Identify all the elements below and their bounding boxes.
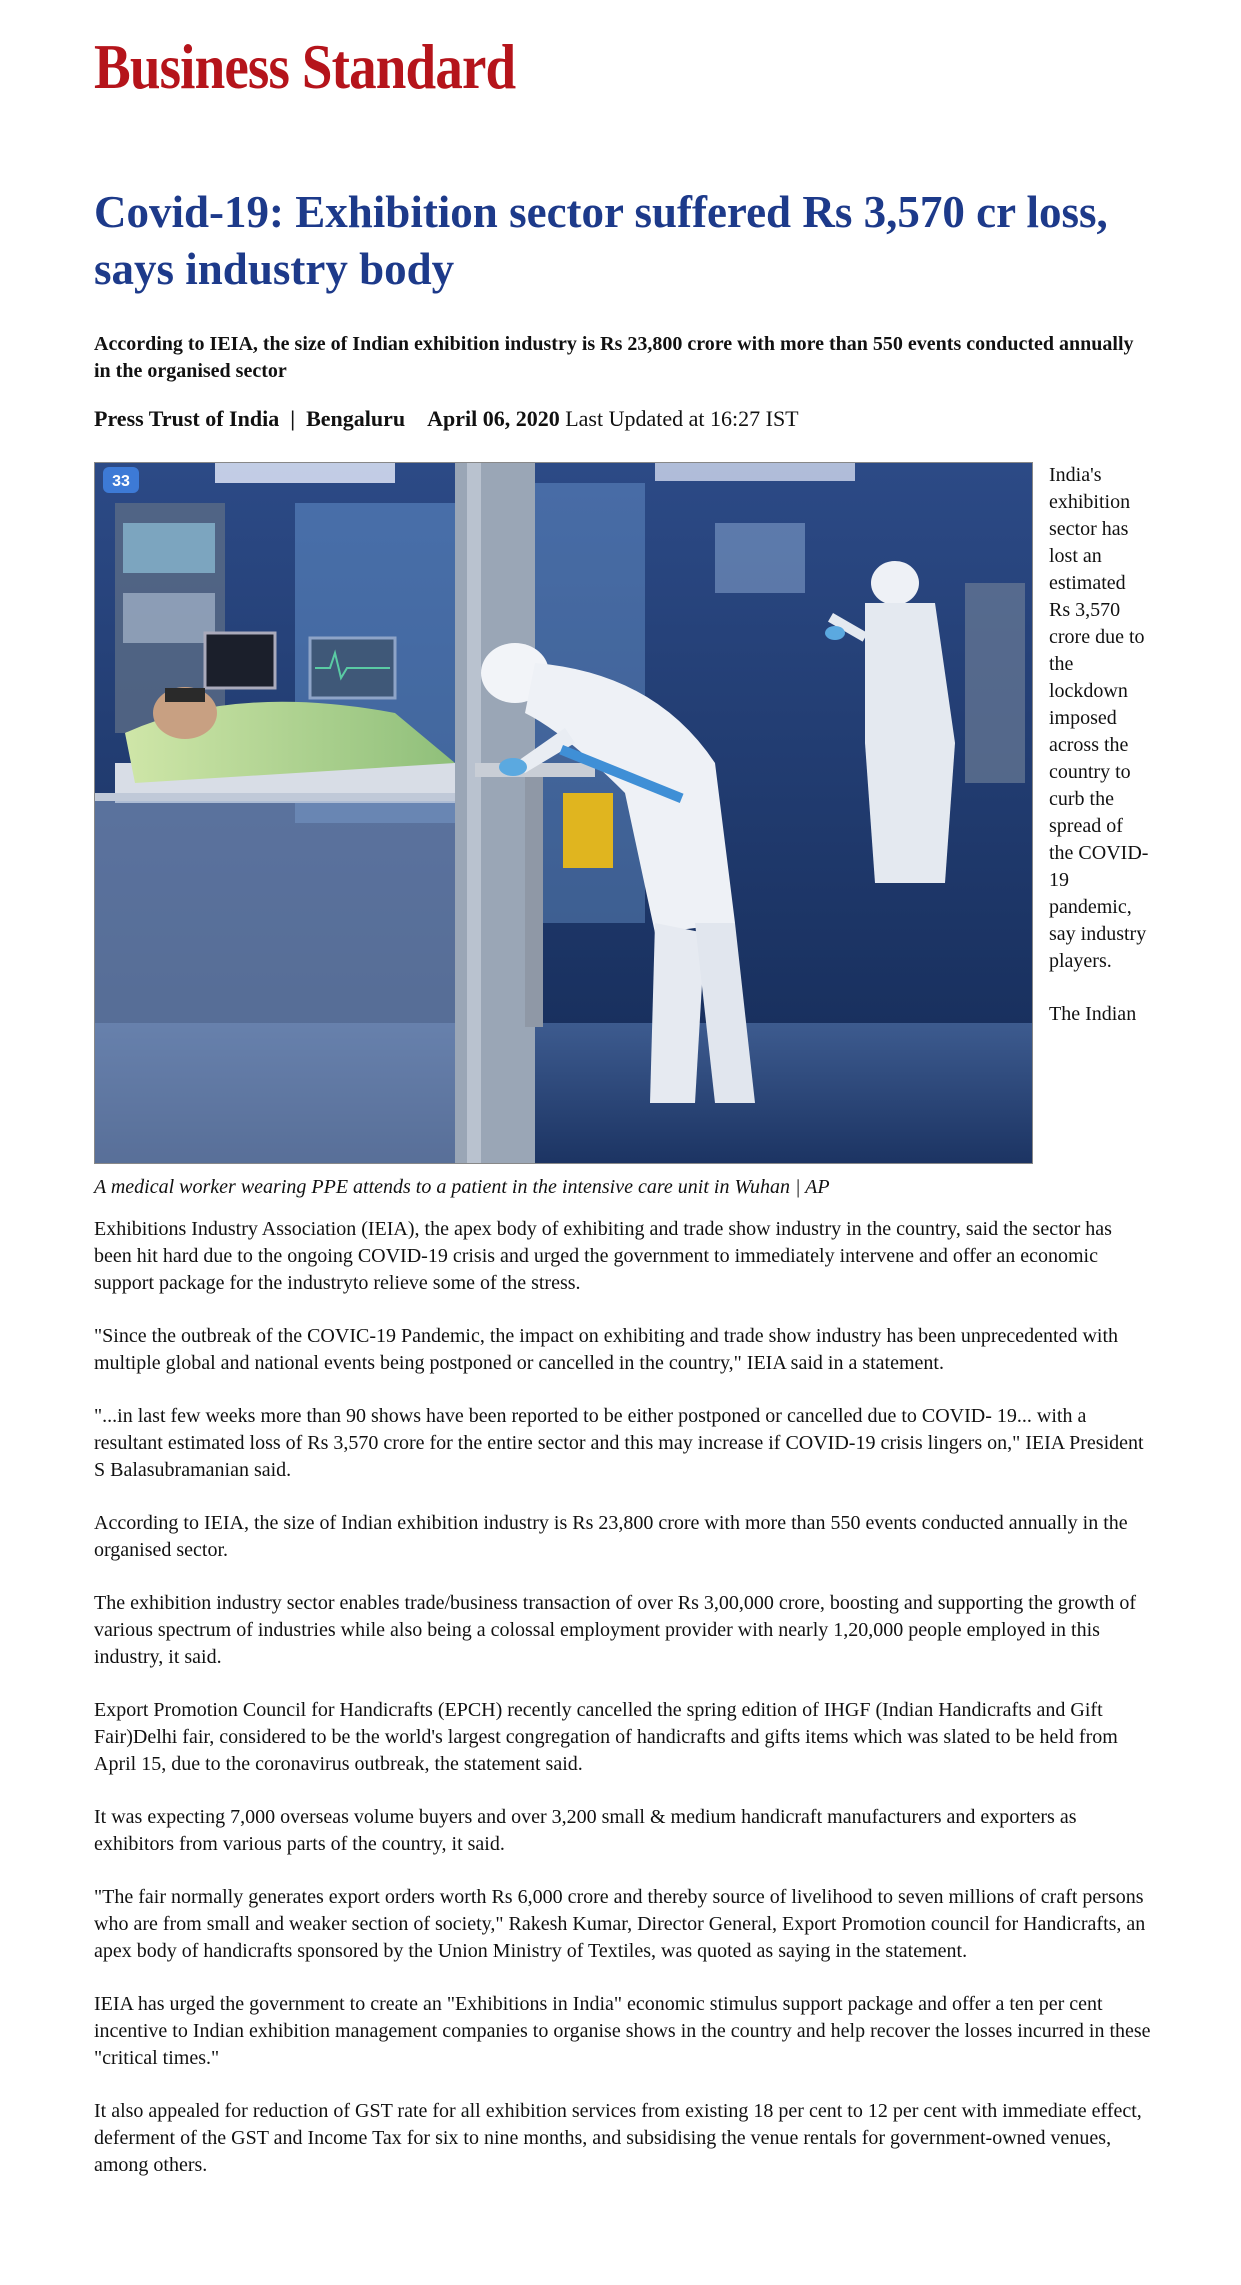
body-paragraph: Export Promotion Council for Handicrafts (EPCH) recently cancelled the spring edition of IHGF (Indian Handicrafts and Gift Fair)Delhi fair, considered to be the world's largest congregation of handicrafts and gifts items which was slated to be held from April 15, due to the coronavirus outbreak, the statement said. xyxy=(94,1699,1118,1775)
side-paragraph: India's exhibition sector has lost an estimated Rs 3,570 crore due to the lockdown imposed across the country to curb the spread of the COVID-19 pandemic, say industry players. xyxy=(1049,464,1149,972)
body-paragraph: "The fair normally generates export orders worth Rs 6,000 crore and thereby source of livelihood to seven millions of craft persons who are from small and weaker section of society," Rakesh Kumar, Director General, Export Promotion council for Handicrafts, an apex body of handicrafts sponsored by the Union Ministry of Textiles, was quoted as saying in the statement. xyxy=(94,1886,1146,1962)
byline-updated: Last Updated at 16:27 IST xyxy=(565,406,799,431)
body-paragraph: The exhibition industry sector enables trade/business transaction of over Rs 3,00,000 crore, boosting and supporting the growth of various spectrum of industries while also being a colossal employment provider with nearly 1,20,000 people employed in this industry, it said. xyxy=(94,1592,1137,1668)
article-body xyxy=(94,1216,1154,2205)
icu-photo-illustration xyxy=(95,463,1032,1163)
body-paragraph: According to IEIA, the size of Indian exhibition industry is Rs 23,800 crore with more than 550 events conducted annually in the organised sector. xyxy=(94,1512,1128,1561)
body-paragraph: IEIA has urged the government to create an "Exhibitions in India" economic stimulus support package and offer a ten per cent incentive to Indian exhibition management companies to organise shows in the country and help recover the losses incurred in these "critical times." xyxy=(94,1993,1151,2069)
side-column-text xyxy=(1049,462,1149,1054)
body-paragraph: Exhibitions Industry Association (IEIA), the apex body of exhibiting and trade show industry in the country, said the sector has been hit hard due to the ongoing COVID-19 crisis and urged the government to immediately intervene and offer an economic support package for the industryto relieve some of the stress. xyxy=(94,1218,1112,1294)
body-paragraph: It also appealed for reduction of GST rate for all exhibition services from existing 18 per cent to 12 per cent with immediate effect, deferment of the GST and Income Tax for six to nine months, and subsidising the venue rentals for government-owned venues, among others. xyxy=(94,2100,1142,2176)
masthead-logo[interactable]: Business Standard xyxy=(94,31,516,102)
byline-date: April 06, 2020 xyxy=(427,406,560,431)
bed-number: 33 xyxy=(112,473,130,490)
byline-separator: | xyxy=(290,406,296,431)
body-paragraph: "...in last few weeks more than 90 shows have been reported to be either postponed or cancelled due to COVID- 19... with a resultant estimated loss of Rs 3,570 crore for the entire sector and this may increase if COVID-19 crisis lingers on," IEIA President S Balasubramanian said. xyxy=(94,1405,1144,1481)
photo-caption: A medical worker wearing PPE attends to a patient in the intensive care unit in Wuhan | AP xyxy=(94,1176,830,1198)
standfirst: According to IEIA, the size of Indian exhibition industry is Rs 23,800 crore with more than 550 events conducted annually in the organised sector xyxy=(94,333,1134,382)
headline: Covid-19: Exhibition sector suffered Rs 3,570 cr loss, says industry body xyxy=(94,187,1108,294)
side-paragraph: The Indian xyxy=(1049,1003,1137,1025)
byline xyxy=(94,406,799,432)
body-paragraph: It was expecting 7,000 overseas volume buyers and over 3,200 small & medium handicraft manufacturers and exporters as exhibitors from various parts of the country, it said. xyxy=(94,1806,1077,1855)
byline-agency: Press Trust of India xyxy=(94,406,280,431)
article-photo xyxy=(94,462,1033,1164)
body-paragraph: "Since the outbreak of the COVIC-19 Pandemic, the impact on exhibiting and trade show industry has been unprecedented with multiple global and national events being postponed or cancelled in the country," IEIA said in a statement. xyxy=(94,1325,1119,1374)
byline-place: Bengaluru xyxy=(306,406,406,431)
